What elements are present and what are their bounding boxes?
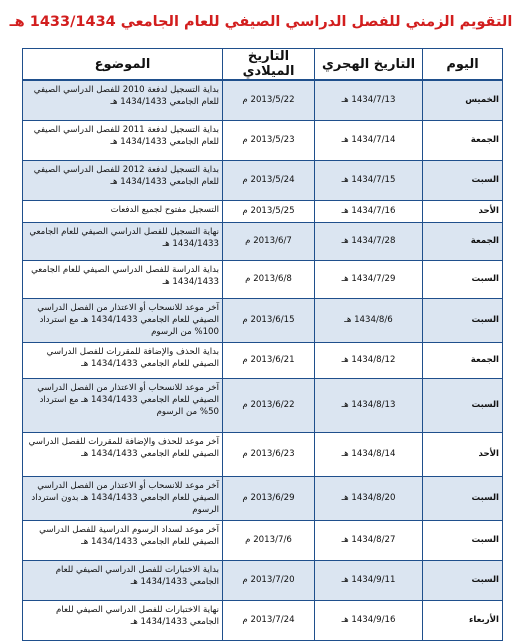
- cell-hijri-date: 1434/7/29 هـ: [315, 260, 423, 298]
- cell-hijri-date: 1434/8/13 هـ: [315, 378, 423, 432]
- table-row: [23, 342, 503, 378]
- header-hijri-date: التاريخ الهجري: [315, 49, 423, 81]
- table-row: [23, 378, 503, 432]
- cell-day: السبت: [423, 378, 503, 432]
- cell-topic: آخر موعد للانسحاب أو الاعتذار من الفصل الدراسي الصيفي للعام الجامعي 1434/1433 هـ مع استرداد 50% من الرسوم: [23, 378, 223, 432]
- cell-day: السبت: [423, 260, 503, 298]
- cell-gregorian-date: 2013/6/23 م: [223, 432, 315, 476]
- header-day: اليوم: [423, 49, 503, 81]
- calendar-table: [22, 48, 503, 641]
- cell-topic: بداية الحذف والإضافة للمقررات للفصل الدراسي الصيفي للعام الجامعي 1434/1433 هـ: [23, 342, 223, 378]
- cell-day: السبت: [423, 520, 503, 560]
- cell-topic: بداية التسجيل لدفعة 2012 للفصل الدراسي الصيفي للعام الجامعي 1434/1433 هـ: [23, 160, 223, 200]
- cell-day: الخميس: [423, 80, 503, 120]
- table-row: [23, 476, 503, 520]
- cell-day: السبت: [423, 560, 503, 600]
- cell-hijri-date: 1434/9/11 هـ: [315, 560, 423, 600]
- cell-topic: التسجيل مفتوح لجميع الدفعات: [23, 200, 223, 222]
- cell-topic: نهاية التسجيل للفصل الدراسي الصيفي للعام الجامعي 1434/1433 هـ: [23, 222, 223, 260]
- cell-gregorian-date: 2013/6/15 م: [223, 298, 315, 342]
- cell-topic: نهاية الاختبارات للفصل الدراسي الصيفي للعام الجامعي 1434/1433 هـ: [23, 600, 223, 640]
- cell-gregorian-date: 2013/7/24 م: [223, 600, 315, 640]
- cell-gregorian-date: 2013/5/25 م: [223, 200, 315, 222]
- cell-gregorian-date: 2013/6/8 م: [223, 260, 315, 298]
- cell-gregorian-date: 2013/6/21 م: [223, 342, 315, 378]
- cell-topic: بداية التسجيل لدفعة 2010 للفصل الدراسي الصيفي للعام الجامعي 1434/1433 هـ: [23, 80, 223, 120]
- cell-day: الجمعة: [423, 342, 503, 378]
- cell-hijri-date: 1434/8/20 هـ: [315, 476, 423, 520]
- cell-topic: آخر موعد للانسحاب أو الاعتذار من الفصل الدراسي الصيفي للعام الجامعي 1434/1433 هـ بدون استرداد الرسوم: [23, 476, 223, 520]
- cell-topic: آخر موعد للحذف والإضافة للمقررات للفصل الدراسي الصيفي للعام الجامعي 1434/1433 هـ: [23, 432, 223, 476]
- table-row: [23, 160, 503, 200]
- page-title: التقويم الزمني للفصل الدراسي الصيفي للعام الجامعي 1433/1434 هـ: [9, 14, 513, 30]
- table-row: [23, 560, 503, 600]
- cell-hijri-date: 1434/7/15 هـ: [315, 160, 423, 200]
- cell-day: السبت: [423, 476, 503, 520]
- table-row: [23, 432, 503, 476]
- cell-gregorian-date: 2013/7/20 م: [223, 560, 315, 600]
- table-header-row: [23, 49, 503, 81]
- cell-day: الأحد: [423, 200, 503, 222]
- cell-gregorian-date: 2013/5/23 م: [223, 120, 315, 160]
- cell-gregorian-date: 2013/6/22 م: [223, 378, 315, 432]
- cell-day: السبت: [423, 298, 503, 342]
- cell-day: السبت: [423, 160, 503, 200]
- header-topic: الموضوع: [23, 49, 223, 81]
- table-row: [23, 222, 503, 260]
- table-row: [23, 520, 503, 560]
- cell-hijri-date: 1434/9/16 هـ: [315, 600, 423, 640]
- cell-topic: آخر موعد للانسحاب أو الاعتذار من الفصل الدراسي الصيفي للعام الجامعي 1434/1433 هـ مع استرداد 100% من الرسوم: [23, 298, 223, 342]
- cell-day: الأربعاء: [423, 600, 503, 640]
- cell-hijri-date: 1434/8/12 هـ: [315, 342, 423, 378]
- cell-hijri-date: 1434/8/6 هـ: [315, 298, 423, 342]
- table-row: [23, 200, 503, 222]
- cell-gregorian-date: 2013/5/24 م: [223, 160, 315, 200]
- cell-hijri-date: 1434/8/27 هـ: [315, 520, 423, 560]
- cell-gregorian-date: 2013/5/22 م: [223, 80, 315, 120]
- cell-hijri-date: 1434/7/14 هـ: [315, 120, 423, 160]
- table-row: [23, 298, 503, 342]
- table-row: [23, 600, 503, 640]
- cell-gregorian-date: 2013/7/6 م: [223, 520, 315, 560]
- table-row: [23, 260, 503, 298]
- table-row: [23, 120, 503, 160]
- cell-day: الجمعة: [423, 120, 503, 160]
- cell-topic: بداية الاختبارات للفصل الدراسي الصيفي للعام الجامعي 1434/1433 هـ: [23, 560, 223, 600]
- cell-hijri-date: 1434/8/14 هـ: [315, 432, 423, 476]
- cell-hijri-date: 1434/7/13 هـ: [315, 80, 423, 120]
- cell-day: الجمعة: [423, 222, 503, 260]
- cell-topic: آخر موعد لسداد الرسوم الدراسية للفصل الدراسي الصيفي للعام الجامعي 1434/1433 هـ: [23, 520, 223, 560]
- cell-gregorian-date: 2013/6/7 م: [223, 222, 315, 260]
- cell-topic: بداية الدراسة للفصل الدراسي الصيفي للعام الجامعي 1434/1433 هـ: [23, 260, 223, 298]
- table-row: [23, 80, 503, 120]
- cell-hijri-date: 1434/7/16 هـ: [315, 200, 423, 222]
- cell-topic: بداية التسجيل لدفعة 2011 للفصل الدراسي الصيفي للعام الجامعي 1434/1433 هـ: [23, 120, 223, 160]
- cell-gregorian-date: 2013/6/29 م: [223, 476, 315, 520]
- cell-day: الأحد: [423, 432, 503, 476]
- cell-hijri-date: 1434/7/28 هـ: [315, 222, 423, 260]
- header-gregorian-date: التاريخ الميلادي: [223, 49, 315, 81]
